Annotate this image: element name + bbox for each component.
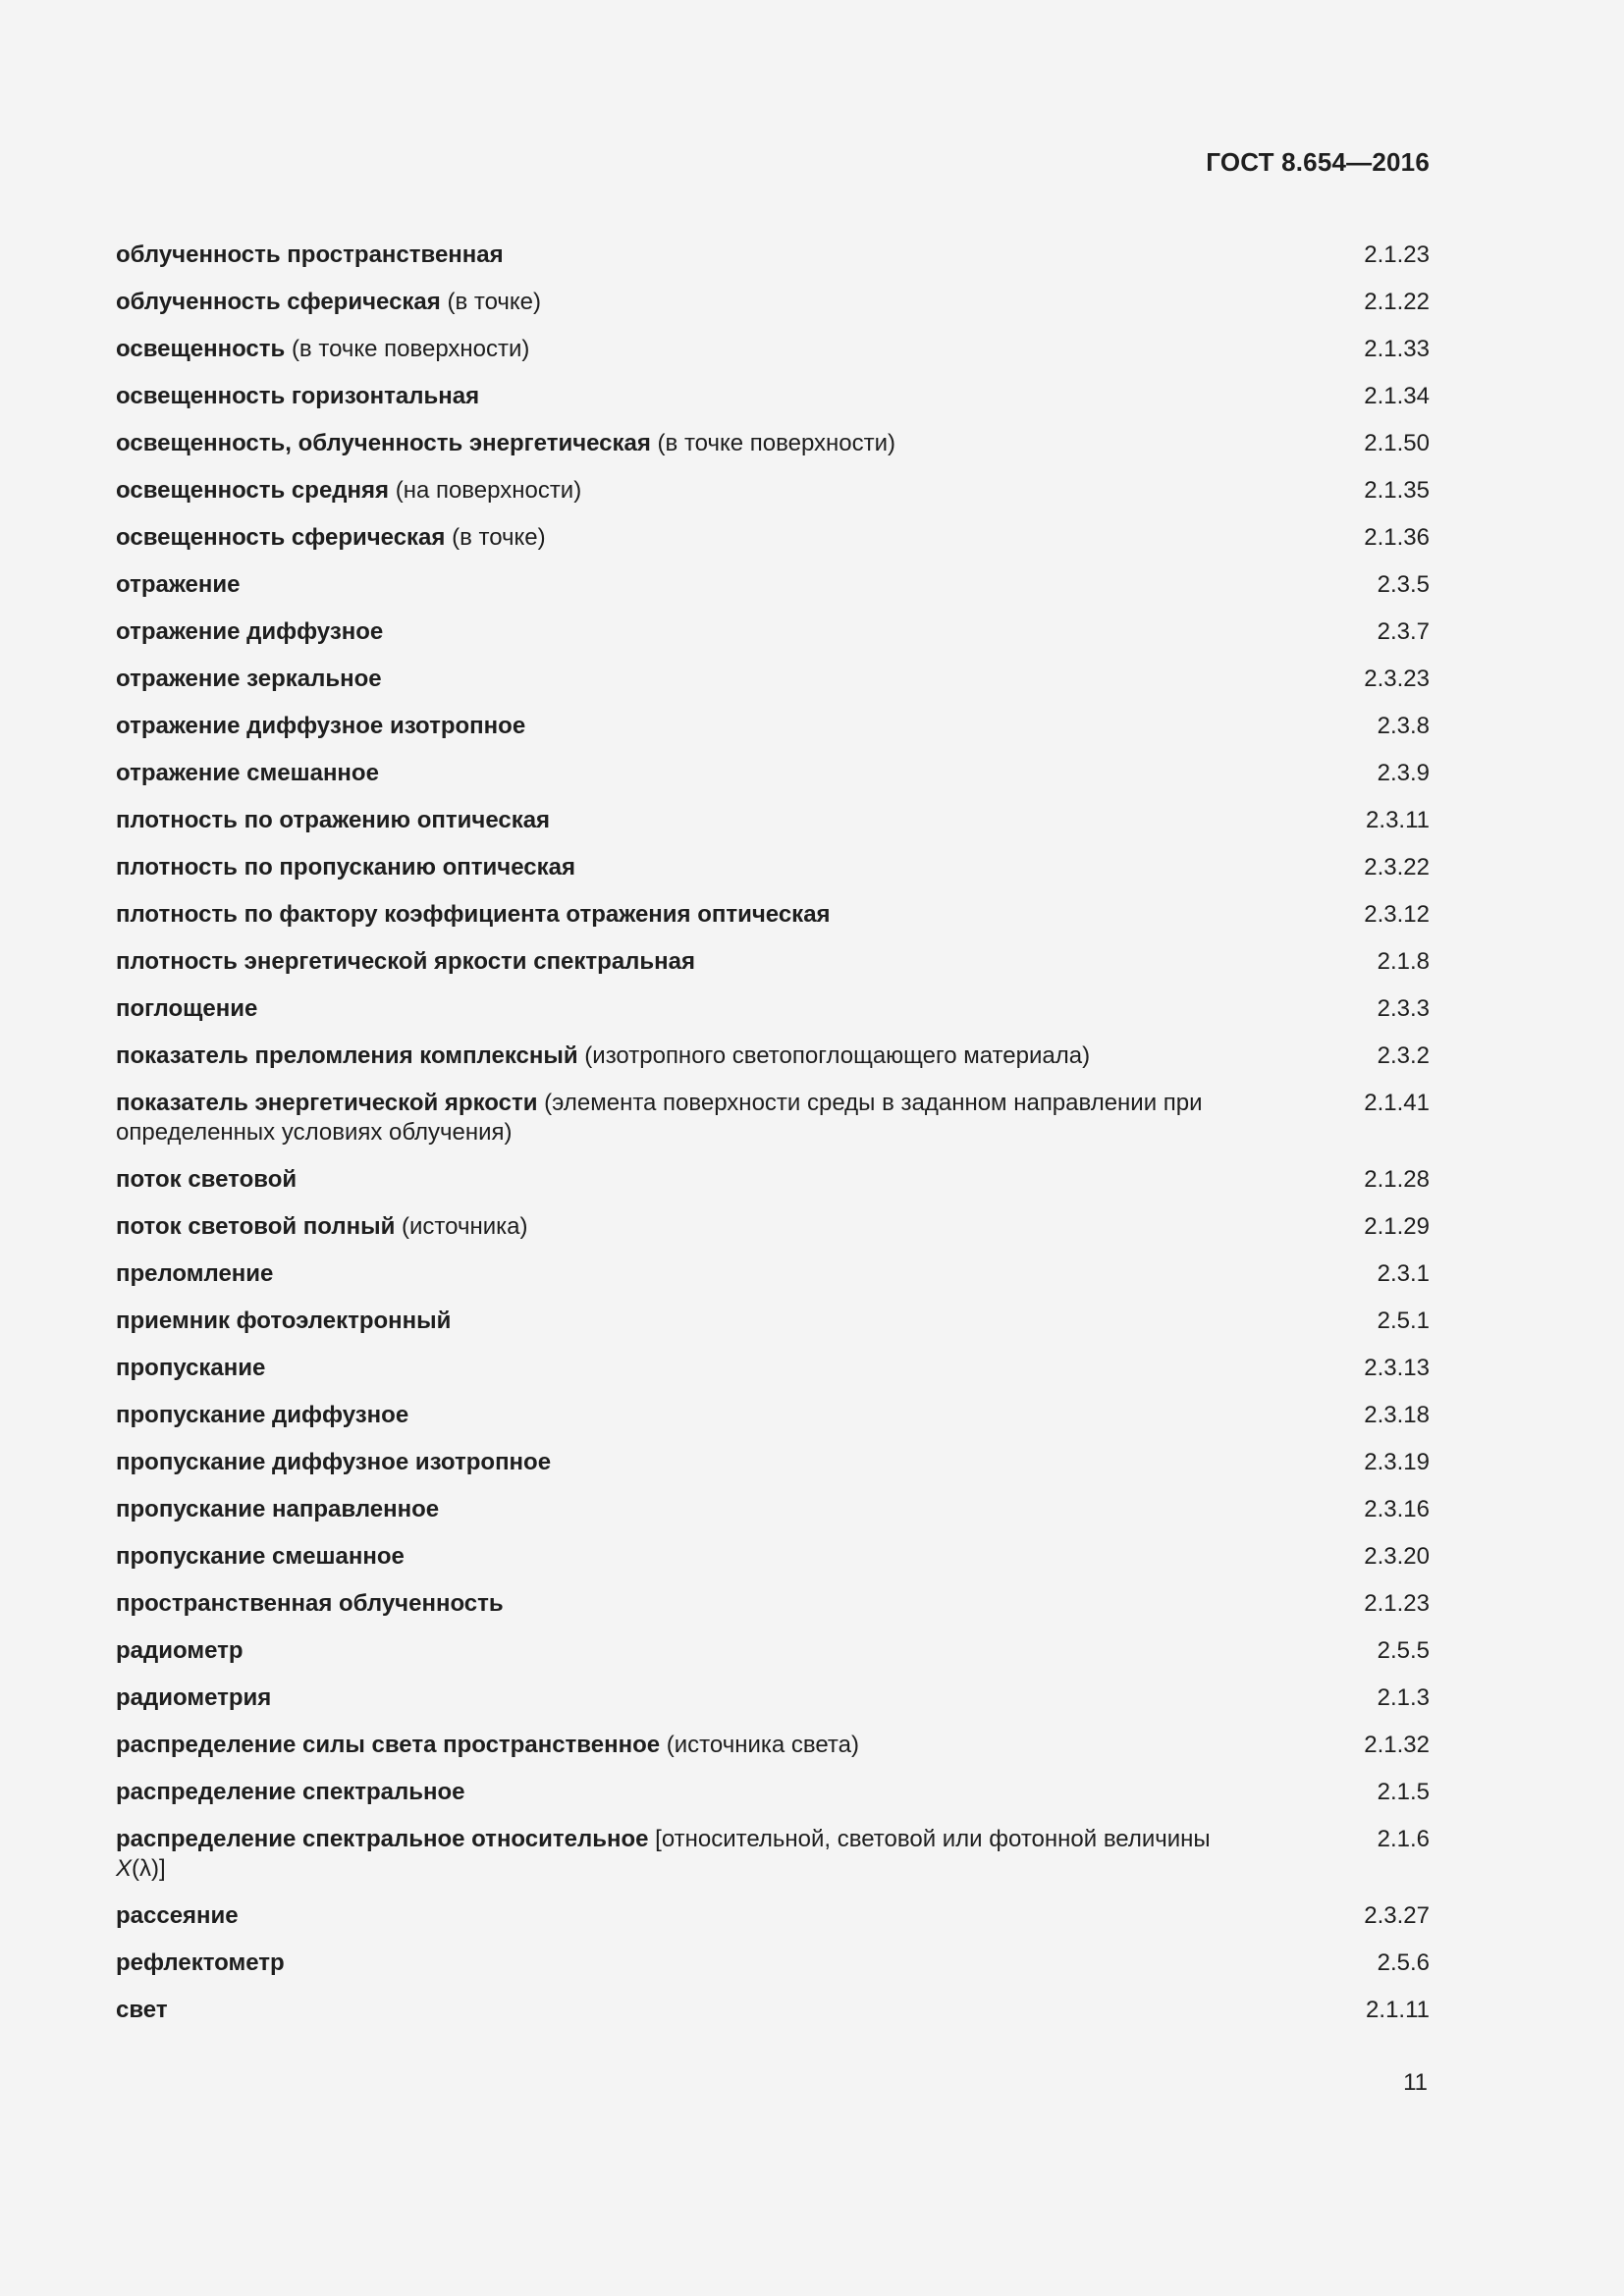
term: отражение диффузное изотропное <box>116 713 526 739</box>
entry-text <box>116 1636 1225 1666</box>
page-number: 11 <box>1403 2069 1428 2096</box>
term: пропускание <box>116 1355 266 1381</box>
section-ref: 2.3.20 <box>1364 1543 1430 1570</box>
qualifier-part: (λ)] <box>132 1855 166 1882</box>
term: распределение спектральное <box>116 1779 465 1805</box>
term: отражение диффузное <box>116 618 384 645</box>
section-ref: 2.1.11 <box>1366 1997 1430 2023</box>
symbol: X <box>116 1855 133 1882</box>
entry-text <box>116 1495 1225 1524</box>
entry-text <box>116 1307 1225 1336</box>
entry-text <box>116 665 1225 694</box>
entry-text <box>116 1354 1225 1383</box>
index-entry <box>116 1354 1430 1401</box>
term: плотность энергетической яркости спектральная <box>116 948 696 975</box>
entry-text <box>116 1589 1225 1619</box>
qualifier: (элемента поверхности среды в заданном направлении при определенных условиях облучения) <box>116 1090 1203 1146</box>
index-entry <box>116 1212 1430 1259</box>
section-ref: 2.1.5 <box>1377 1779 1430 1805</box>
section-ref: 2.1.33 <box>1364 336 1430 362</box>
term: плотность по отражению оптическая <box>116 807 551 833</box>
term: отражение <box>116 571 241 598</box>
section-ref: 2.3.9 <box>1377 760 1430 786</box>
index-entry <box>116 1401 1430 1448</box>
index-entry <box>116 759 1430 806</box>
index-entry <box>116 335 1430 382</box>
section-ref: 2.1.6 <box>1377 1826 1430 1852</box>
section-ref: 2.3.16 <box>1364 1496 1430 1522</box>
entry-text <box>116 1259 1225 1289</box>
section-ref: 2.3.7 <box>1377 618 1430 645</box>
term: показатель преломления комплексный <box>116 1042 578 1069</box>
entry-text <box>116 1949 1225 1978</box>
term: пропускание диффузное <box>116 1402 409 1428</box>
term: поток световой полный <box>116 1213 396 1240</box>
entry-text <box>116 947 1225 977</box>
section-ref: 2.5.5 <box>1377 1637 1430 1664</box>
index-entry <box>116 1165 1430 1212</box>
index-entry <box>116 853 1430 900</box>
term: показатель энергетической яркости <box>116 1090 538 1116</box>
index-entry <box>116 1778 1430 1825</box>
term: рефлектометр <box>116 1949 285 1976</box>
index-entry <box>116 1996 1430 2043</box>
entry-text <box>116 1089 1225 1148</box>
entry-text <box>116 1212 1225 1242</box>
section-ref: 2.1.32 <box>1364 1732 1430 1758</box>
term: освещенность горизонтальная <box>116 383 480 409</box>
index-entry <box>116 1683 1430 1731</box>
section-ref: 2.3.23 <box>1364 666 1430 692</box>
entry-text <box>116 994 1225 1024</box>
index-entry <box>116 1307 1430 1354</box>
index-entry <box>116 1542 1430 1589</box>
entry-text <box>116 712 1225 741</box>
entry-text <box>116 1542 1225 1572</box>
index-entry <box>116 240 1430 288</box>
qualifier: (изотропного светопоглощающего материала) <box>584 1042 1091 1069</box>
entry-text <box>116 1778 1225 1807</box>
section-ref: 2.3.3 <box>1377 995 1430 1022</box>
term: приемник фотоэлектронный <box>116 1308 452 1334</box>
section-ref: 2.1.41 <box>1364 1090 1430 1116</box>
term: отражение зеркальное <box>116 666 382 692</box>
term: пропускание диффузное изотропное <box>116 1449 552 1475</box>
term: плотность по пропусканию оптическая <box>116 854 575 881</box>
qualifier: (в точке) <box>447 289 542 315</box>
term: облученность пространственная <box>116 241 504 268</box>
entry-text <box>116 429 1225 458</box>
index-entry <box>116 1448 1430 1495</box>
qualifier: (в точке поверхности) <box>291 336 530 362</box>
index-entry <box>116 994 1430 1041</box>
term: пространственная облученность <box>116 1590 504 1617</box>
section-ref: 2.1.50 <box>1364 430 1430 456</box>
term: облученность сферическая <box>116 289 441 315</box>
section-ref: 2.3.22 <box>1364 854 1430 881</box>
index-entry <box>116 1949 1430 1996</box>
index-entry <box>116 288 1430 335</box>
section-ref: 2.5.1 <box>1377 1308 1430 1334</box>
index-entry <box>116 382 1430 429</box>
qualifier: (источника света) <box>666 1732 859 1758</box>
index-entry <box>116 570 1430 617</box>
index-entry <box>116 1089 1430 1165</box>
index-entry <box>116 665 1430 712</box>
index-entry <box>116 1495 1430 1542</box>
section-ref: 2.3.18 <box>1364 1402 1430 1428</box>
entry-text <box>116 1401 1225 1430</box>
term: пропускание смешанное <box>116 1543 405 1570</box>
index-entry <box>116 617 1430 665</box>
entry-text <box>116 1996 1225 2025</box>
term-index-list <box>116 240 1430 2043</box>
entry-text <box>116 759 1225 788</box>
section-ref: 2.1.34 <box>1364 383 1430 409</box>
term: свет <box>116 1997 168 2023</box>
entry-text <box>116 240 1225 270</box>
term: поток световой <box>116 1166 298 1193</box>
document-id: ГОСТ 8.654—2016 <box>1206 147 1430 177</box>
section-ref: 2.1.23 <box>1364 241 1430 268</box>
term: освещенность, облученность энергетическая <box>116 430 651 456</box>
term: освещенность <box>116 336 286 362</box>
term: распределение спектральное относительное <box>116 1826 649 1852</box>
entry-text <box>116 523 1225 553</box>
term: радиометр <box>116 1637 244 1664</box>
section-ref: 2.3.12 <box>1364 901 1430 928</box>
section-ref: 2.3.27 <box>1364 1902 1430 1929</box>
section-ref: 2.1.35 <box>1364 477 1430 504</box>
qualifier: (в точке) <box>452 524 546 551</box>
term: отражение смешанное <box>116 760 379 786</box>
entry-text <box>116 382 1225 411</box>
entry-text <box>116 1165 1225 1195</box>
term: освещенность сферическая <box>116 524 446 551</box>
section-ref: 2.3.5 <box>1377 571 1430 598</box>
term: пропускание направленное <box>116 1496 440 1522</box>
section-ref: 2.5.6 <box>1377 1949 1430 1976</box>
entry-text <box>116 853 1225 882</box>
entry-text <box>116 1041 1225 1071</box>
entry-text <box>116 1683 1225 1713</box>
section-ref: 2.3.19 <box>1364 1449 1430 1475</box>
section-ref: 2.1.28 <box>1364 1166 1430 1193</box>
term: поглощение <box>116 995 258 1022</box>
term: распределение силы света пространственное <box>116 1732 661 1758</box>
entry-text <box>116 1901 1225 1931</box>
entry-text <box>116 476 1225 506</box>
qualifier-part: [относительной, световой или фотонной величины <box>655 1826 1211 1852</box>
term: освещенность средняя <box>116 477 390 504</box>
section-ref: 2.3.13 <box>1364 1355 1430 1381</box>
section-ref: 2.1.22 <box>1364 289 1430 315</box>
index-entry <box>116 1901 1430 1949</box>
term: преломление <box>116 1260 274 1287</box>
section-ref: 2.1.8 <box>1377 948 1430 975</box>
index-entry <box>116 806 1430 853</box>
index-entry <box>116 900 1430 947</box>
term: рассеяние <box>116 1902 239 1929</box>
entry-text <box>116 570 1225 600</box>
qualifier: (на поверхности) <box>395 477 582 504</box>
index-entry <box>116 1825 1430 1901</box>
section-ref: 2.1.29 <box>1364 1213 1430 1240</box>
section-ref: 2.1.23 <box>1364 1590 1430 1617</box>
section-ref: 2.3.11 <box>1366 807 1430 833</box>
qualifier: (в точке поверхности) <box>657 430 896 456</box>
term: плотность по фактору коэффициента отражения оптическая <box>116 901 831 928</box>
entry-text <box>116 1731 1225 1760</box>
index-entry <box>116 523 1430 570</box>
entry-text <box>116 806 1225 835</box>
index-entry <box>116 947 1430 994</box>
entry-text <box>116 335 1225 364</box>
section-ref: 2.3.8 <box>1377 713 1430 739</box>
index-entry <box>116 712 1430 759</box>
index-entry <box>116 1041 1430 1089</box>
section-ref: 2.1.36 <box>1364 524 1430 551</box>
section-ref: 2.3.1 <box>1377 1260 1430 1287</box>
entry-text <box>116 1825 1225 1884</box>
term: радиометрия <box>116 1684 272 1711</box>
index-entry <box>116 1636 1430 1683</box>
qualifier: (источника) <box>402 1213 528 1240</box>
entry-text <box>116 288 1225 317</box>
index-entry <box>116 1731 1430 1778</box>
section-ref: 2.3.2 <box>1377 1042 1430 1069</box>
index-entry <box>116 1589 1430 1636</box>
index-entry <box>116 1259 1430 1307</box>
section-ref: 2.1.3 <box>1377 1684 1430 1711</box>
index-entry <box>116 429 1430 476</box>
entry-text <box>116 1448 1225 1477</box>
index-entry <box>116 476 1430 523</box>
entry-text <box>116 617 1225 647</box>
entry-text <box>116 900 1225 930</box>
